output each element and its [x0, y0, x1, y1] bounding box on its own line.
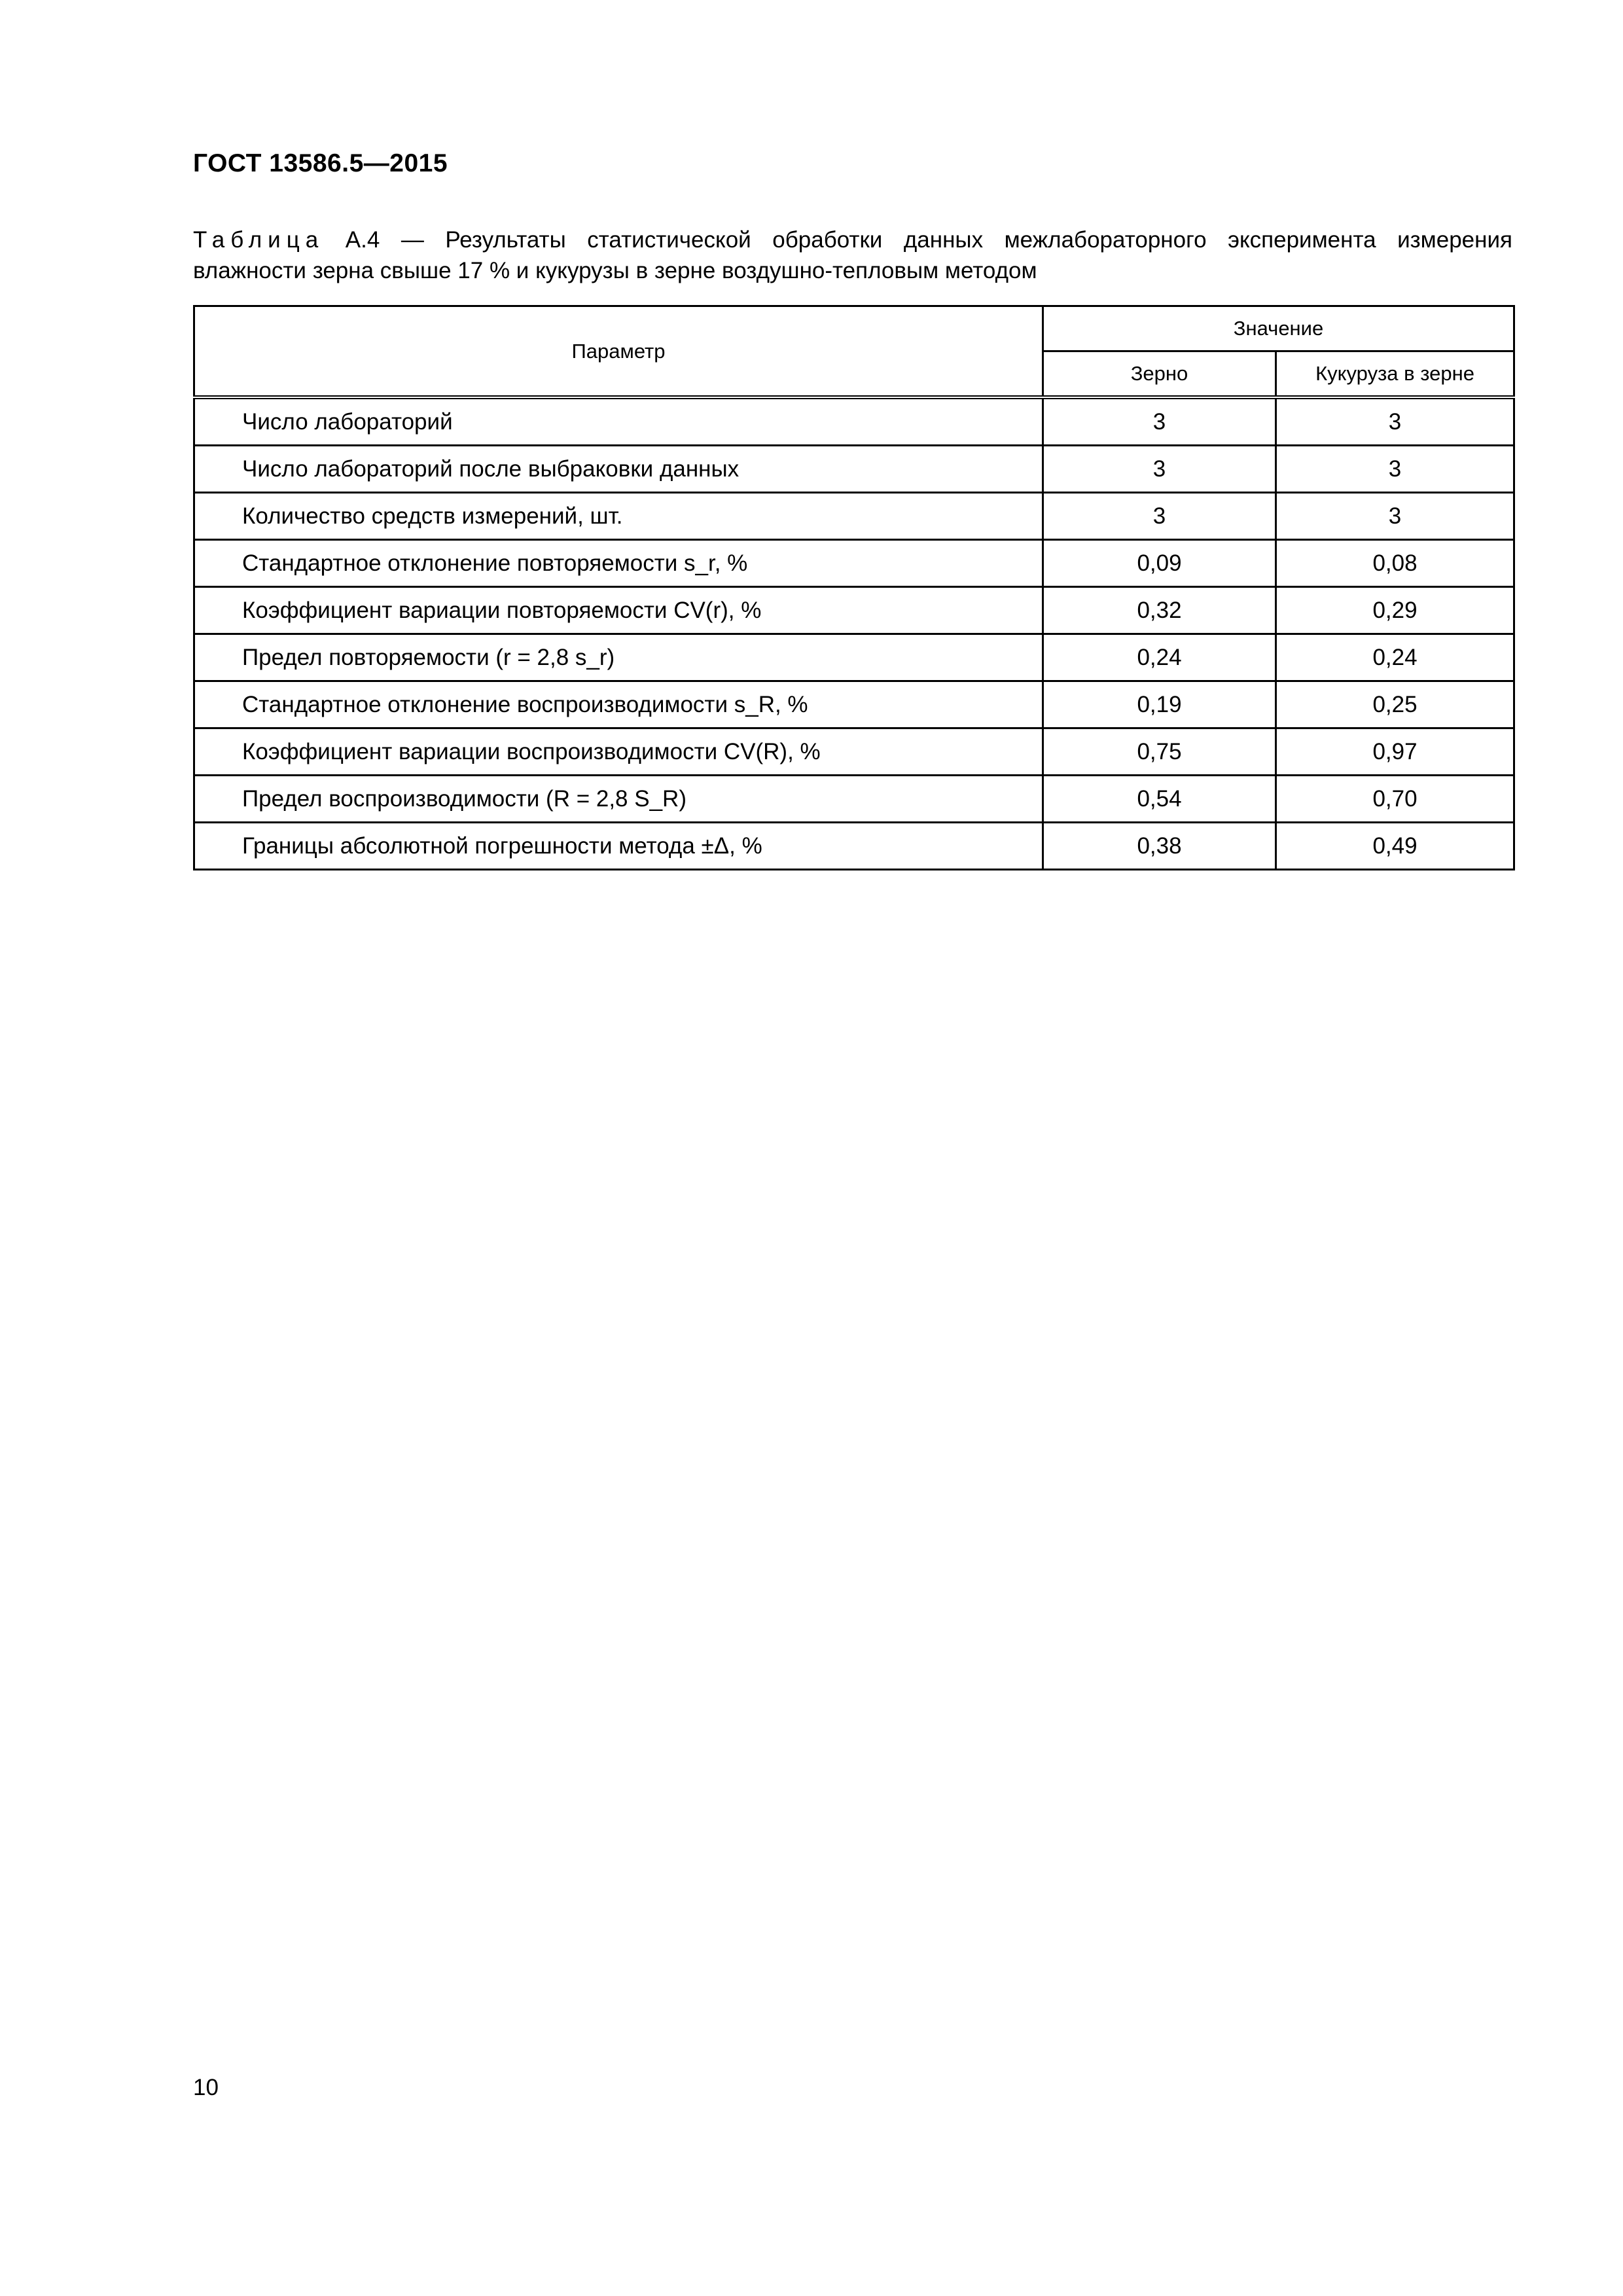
param-cell: Стандартное отклонение повторяемости s_r, %: [194, 540, 1043, 587]
grain-value-cell: 3: [1043, 397, 1276, 446]
document-code-header: ГОСТ 13586.5—2015: [193, 149, 448, 177]
caption-text-line-2: влажности зерна свыше 17 % и кукурузы в зерне воздушно-тепловым методом: [193, 258, 1037, 283]
corn-value-cell: 0,70: [1276, 776, 1514, 823]
param-cell: Предел повторяемости (r = 2,8 s_r): [194, 634, 1043, 681]
table-row: [194, 634, 1514, 681]
column-header-parameter: Параметр: [194, 306, 1043, 398]
corn-value-cell: 3: [1276, 493, 1514, 540]
param-cell: Границы абсолютной погрешности метода ±Δ, %: [194, 823, 1043, 870]
corn-value-cell: 0,29: [1276, 587, 1514, 634]
grain-value-cell: 3: [1043, 493, 1276, 540]
corn-value-cell: 3: [1276, 397, 1514, 446]
param-cell: Количество средств измерений, шт.: [194, 493, 1043, 540]
param-cell: Предел воспроизводимости (R = 2,8 S_R): [194, 776, 1043, 823]
param-cell: Стандартное отклонение воспроизводимости s_R, %: [194, 681, 1043, 728]
corn-value-cell: 0,25: [1276, 681, 1514, 728]
column-header-corn: Кукуруза в зерне: [1276, 351, 1514, 398]
column-header-grain: Зерно: [1043, 351, 1276, 398]
table-row: [194, 587, 1514, 634]
caption-label-number: А.4: [345, 227, 380, 253]
grain-value-cell: 0,38: [1043, 823, 1276, 870]
param-cell: Число лабораторий: [194, 397, 1043, 446]
table-row: [194, 681, 1514, 728]
table-row: [194, 823, 1514, 870]
column-header-value-group: Значение: [1043, 306, 1514, 351]
corn-value-cell: 0,08: [1276, 540, 1514, 587]
results-table: [193, 305, 1515, 870]
grain-value-cell: 0,54: [1043, 776, 1276, 823]
caption-line-1: [193, 224, 1512, 255]
grain-value-cell: 0,32: [1043, 587, 1276, 634]
param-cell: Число лабораторий после выбраковки данных: [194, 446, 1043, 493]
table-caption: [193, 224, 1512, 286]
grain-value-cell: 0,19: [1043, 681, 1276, 728]
table-row: [194, 776, 1514, 823]
table-row: [194, 728, 1514, 776]
param-cell: Коэффициент вариации воспроизводимости CV(R), %: [194, 728, 1043, 776]
caption-text-line-1: — Результаты статистической обработки данных межлабораторного эксперимента измерения: [401, 227, 1512, 253]
grain-value-cell: 3: [1043, 446, 1276, 493]
table-row: [194, 493, 1514, 540]
page-number: 10: [193, 2075, 219, 2100]
table-row: [194, 540, 1514, 587]
corn-value-cell: 0,24: [1276, 634, 1514, 681]
corn-value-cell: 0,49: [1276, 823, 1514, 870]
corn-value-cell: 0,97: [1276, 728, 1514, 776]
grain-value-cell: 0,09: [1043, 540, 1276, 587]
table-row: [194, 397, 1514, 446]
grain-value-cell: 0,24: [1043, 634, 1276, 681]
table-row: [194, 446, 1514, 493]
param-cell: Коэффициент вариации повторяемости CV(r), %: [194, 587, 1043, 634]
grain-value-cell: 0,75: [1043, 728, 1276, 776]
caption-label-word: Таблица: [193, 227, 325, 253]
corn-value-cell: 3: [1276, 446, 1514, 493]
